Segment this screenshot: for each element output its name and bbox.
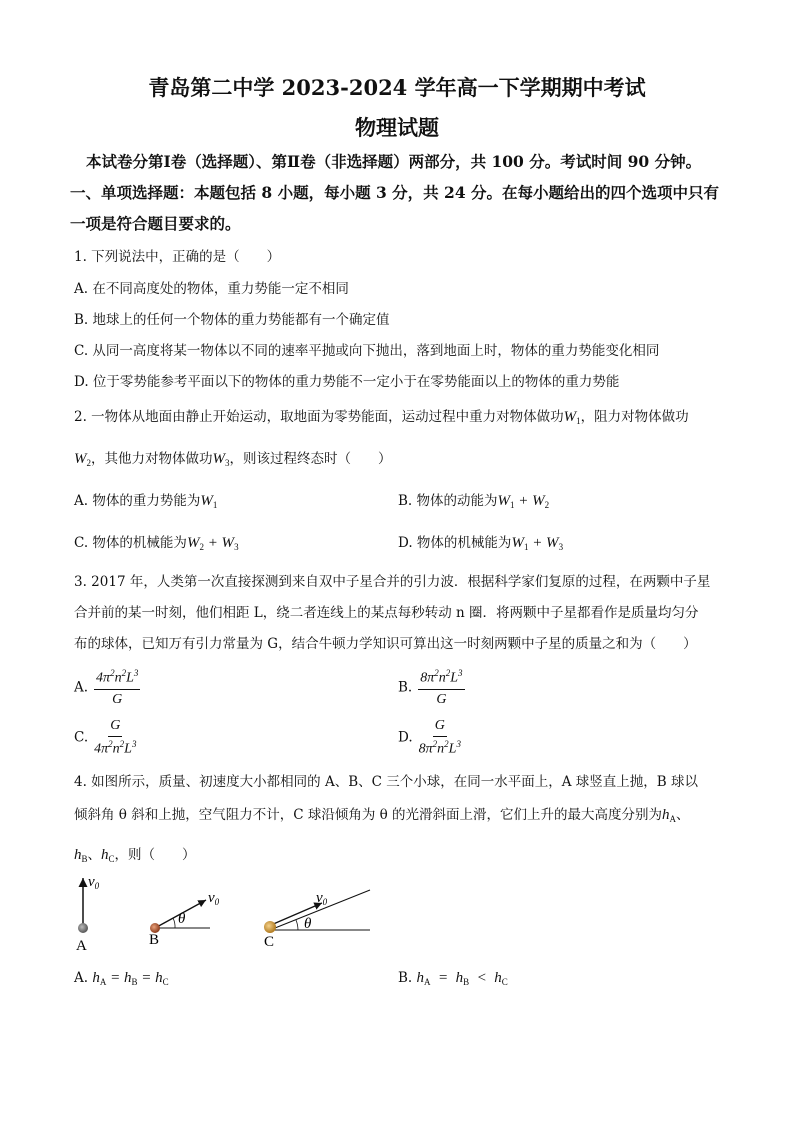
q1-stem: 1. 下列说法中，正确的是（ ） [74, 249, 281, 265]
q4-figure [70, 872, 390, 952]
q4-option-a: A. $h_A = h_B = h_C$ [74, 970, 169, 987]
q3-option-a: A. $\frac{4\pi^2n^2L^3}{G}$ [74, 668, 139, 707]
q3-stem-line2: 合并前的某一时刻，他们相距 L，绕二者连线上的某点每秒转动 n 圈．将两颗中子星都看作是质量均匀分 [74, 605, 699, 621]
q4-fig-label-b: B [149, 932, 160, 948]
q4-fig-theta-c: θ [304, 916, 312, 932]
q3-stem-line1: 3. 2017 年，人类第一次直接探测到来自双中子星合并的引力波．根据科学家们复原的过程，在两颗中子星 [74, 574, 711, 590]
q4-stem-line1: 4. 如图所示，质量、初速度大小都相同的 A、B、C 三个小球，在同一水平面上，A 球竖直上抛，B 球以 [74, 774, 699, 790]
q3-option-c: C. $\frac{G}{4\pi^2n^2L^3}$ [74, 718, 137, 757]
q1-option-c: C. 从同一高度将某一物体以不同的速率平抛或向下抛出，落到地面上时，物体的重力势能变化相同 [74, 343, 660, 359]
section-heading-line2: 一项是符合题目要求的。 [70, 214, 241, 233]
exam-title: 青岛第二中学 2023-2024 学年高一下学期期中考试 [148, 75, 646, 100]
q4-fig-label-a: A [76, 938, 87, 952]
q4-option-b: B. $h_A = h_B < h_C$ [398, 970, 508, 987]
exam-intro: 本试卷分第Ⅰ卷（选择题）、第Ⅱ卷（非选择题）两部分，共 100 分。考试时间 90 分钟。 [86, 152, 702, 171]
q1-option-d: D. 位于零势能参考平面以下的物体的重力势能不一定小于在零势能面以上的物体的重力势能 [74, 374, 620, 390]
exam-subtitle: 物理试题 [355, 115, 439, 140]
q4-fig-v0-b: $v_0$ [208, 890, 220, 907]
q2-option-a: A. 物体的重力势能为$W_1$ [74, 493, 218, 510]
q2-stem-line2: $W_2$，其他力对物体做功$W_3$，则该过程终态时（ ） [74, 451, 392, 468]
q3-stem-line3: 布的球体，已知万有引力常量为 G，结合牛顿力学知识可算出这一时刻两颗中子星的质量之和为（ ） [74, 636, 697, 652]
q2-option-b: B. 物体的动能为$W_1 + W_2$ [398, 493, 550, 510]
q2-option-d: D. 物体的机械能为$W_1 + W_3$ [398, 535, 564, 552]
q1-option-b: B. 地球上的任何一个物体的重力势能都有一个确定值 [74, 312, 390, 328]
ball-a [78, 923, 88, 933]
q4-fig-label-c: C [264, 934, 275, 950]
q3-option-d: D. $\frac{G}{8\pi^2n^2L^3}$ [398, 718, 461, 757]
q1-option-a: A. 在不同高度处的物体，重力势能一定不相同 [74, 281, 349, 297]
q4-fig-v0-c: $v_0$ [316, 890, 328, 907]
q4-stem-line3: $h_B$、$h_C$，则（ ） [74, 847, 196, 864]
q4-stem-line2: 倾斜角 θ 斜和上抛，空气阻力不计，C 球沿倾角为 θ 的光滑斜面上滑，它们上升的最大高度分别为$h_A$、 [74, 807, 690, 824]
ball-c [264, 921, 276, 933]
q2-stem-line1: 2. 一物体从地面由静止开始运动，取地面为零势能面，运动过程中重力对物体做功$W_1$，阻力对物体做功 [74, 409, 689, 426]
section-heading-line1: 一、单项选择题：本题包括 8 小题，每小题 3 分，共 24 分。在每小题给出的四个选项中只有 [70, 183, 720, 202]
q3-option-b: B. $\frac{8\pi^2n^2L^3}{G}$ [398, 668, 463, 707]
q2-option-c: C. 物体的机械能为$W_2 + W_3$ [74, 535, 239, 552]
q4-fig-theta-b: θ [178, 911, 186, 927]
q4-fig-v0-a: $v_0$ [88, 874, 100, 891]
